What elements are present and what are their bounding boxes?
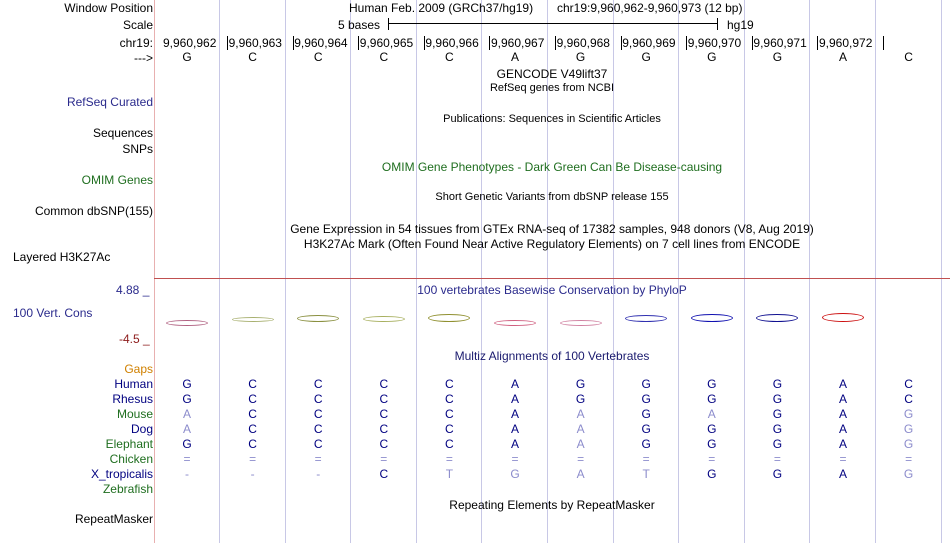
alignment-base: G <box>182 392 192 406</box>
alignment-base: C <box>379 377 389 391</box>
alignment-base: A <box>838 377 848 391</box>
alignment-base: G <box>707 392 717 406</box>
alignment-base: G <box>182 437 192 451</box>
alignment-base: A <box>510 392 520 406</box>
sequence-base: C <box>379 50 389 64</box>
species-label[interactable]: Elephant <box>105 437 153 451</box>
alignment-base: A <box>576 467 585 481</box>
phylop-bar <box>822 313 864 322</box>
alignment-base: C <box>248 407 257 421</box>
alignment-base: G <box>182 377 192 391</box>
alignment-base: G <box>772 467 783 481</box>
alignment-base: G <box>510 467 520 481</box>
sequence-base: C <box>313 50 323 64</box>
alignment-base: = <box>183 452 191 466</box>
species-label[interactable]: Chicken <box>109 452 153 466</box>
alignment-base: A <box>182 422 192 436</box>
alignment-base: C <box>313 377 323 391</box>
layered-h3k27ac-label[interactable]: Layered H3K27Ac <box>13 250 111 264</box>
ruler-coordinate: 9,960,966 <box>425 36 479 50</box>
base-gridline <box>875 0 876 543</box>
alignment-base: = <box>577 452 585 466</box>
scale-label: Scale <box>122 18 153 32</box>
base-gridline <box>809 0 810 543</box>
alignment-base: A <box>838 407 848 421</box>
alignment-base: C <box>313 392 323 406</box>
alignment-base: = <box>773 452 781 466</box>
refseq-track-title[interactable]: RefSeq genes from NCBI <box>489 82 615 94</box>
track-separator <box>154 278 950 279</box>
base-gridline <box>744 0 745 543</box>
omim-genes-label[interactable]: OMIM Genes <box>81 173 153 187</box>
alignment-base: G <box>641 407 651 421</box>
refseq-curated-label[interactable]: RefSeq Curated <box>66 95 153 109</box>
alignment-base: C <box>248 422 257 436</box>
position-text: chr19:9,960,962-9,960,973 (12 bp) <box>557 1 743 15</box>
alignment-base: = <box>839 452 847 466</box>
alignment-base: C <box>313 422 323 436</box>
ruler-coordinate: 9,960,965 <box>359 36 414 50</box>
alignment-base: G <box>772 392 783 406</box>
ruler-coordinate: 9,960,970 <box>687 36 742 50</box>
omim-track-title[interactable]: OMIM Gene Phenotypes - Dark Green Can Be Disease-causing <box>381 160 723 174</box>
repeatmasker-label[interactable]: RepeatMasker <box>74 512 153 526</box>
species-label[interactable]: X_tropicalis <box>90 467 153 481</box>
chrom-label: chr19: <box>119 36 153 50</box>
alignment-base: G <box>641 392 651 406</box>
alignment-base: G <box>903 407 914 421</box>
alignment-base: - <box>316 467 321 481</box>
phylop-bar <box>691 314 733 322</box>
alignment-base: A <box>576 407 585 421</box>
alignment-base: G <box>772 437 783 451</box>
alignment-base: G <box>772 377 783 391</box>
alignment-base: C <box>904 392 913 406</box>
alignment-base: A <box>576 437 585 451</box>
alignment-base: G <box>641 377 651 391</box>
alignment-base: G <box>575 377 586 391</box>
alignment-base: A <box>182 407 192 421</box>
alignment-base: A <box>838 392 848 406</box>
alignment-base: = <box>511 452 519 466</box>
sequence-base: A <box>838 50 848 64</box>
alignment-base: A <box>838 437 848 451</box>
alignment-base: T <box>445 467 454 481</box>
scale-bar <box>388 18 718 30</box>
alignment-base: G <box>641 437 651 451</box>
alignment-base: C <box>445 437 454 451</box>
phylop-bar <box>297 315 339 322</box>
alignment-base: C <box>445 392 454 406</box>
phylop-bar <box>232 317 274 322</box>
gtex-track-title[interactable]: Gene Expression in 54 tissues from GTEx RNA-seq of 17382 samples, 948 donors (V8, Aug 2019) <box>290 222 814 236</box>
alignment-base: C <box>445 407 454 421</box>
phylop-bar <box>625 315 667 322</box>
sequence-base: A <box>510 50 520 64</box>
alignment-base: A <box>707 407 716 421</box>
alignment-base: G <box>575 392 586 406</box>
ruler-coordinate: 9,960,969 <box>622 36 676 50</box>
sequence-base: G <box>182 50 192 64</box>
sequence-base: G <box>575 50 586 64</box>
alignment-base: = <box>380 452 388 466</box>
alignment-base: C <box>313 407 323 421</box>
ruler-coordinate: 9,960,963 <box>228 36 282 50</box>
alignment-base: G <box>707 467 717 481</box>
alignment-base: A <box>510 377 520 391</box>
alignment-base: = <box>642 452 650 466</box>
alignment-base: C <box>379 467 389 481</box>
alignment-base: = <box>249 452 257 466</box>
phylop-track-title[interactable]: 100 vertebrates Basewise Conservation by PhyloP <box>417 283 687 297</box>
alignment-base: C <box>445 377 454 391</box>
species-label[interactable]: Human <box>114 377 153 391</box>
phylop-bar <box>363 316 405 322</box>
sequence-base: C <box>248 50 257 64</box>
scale-text: 5 bases <box>338 18 381 32</box>
scale-db: hg19 <box>727 18 754 32</box>
phylop-bar <box>494 320 536 326</box>
base-gridline <box>416 0 417 543</box>
ruler-coordinate: 9,960,971 <box>753 36 807 50</box>
publications-track-title[interactable]: Publications: Sequences in Scientific Articles <box>443 113 661 125</box>
base-gridline <box>350 0 351 543</box>
alignment-base: C <box>379 392 389 406</box>
window-position-label: Window Position <box>64 1 153 15</box>
alignment-base: = <box>905 452 913 466</box>
species-label[interactable]: Mouse <box>116 407 153 421</box>
alignment-base: - <box>185 467 189 481</box>
alignment-base: A <box>510 437 520 451</box>
common-dbsnp-label[interactable]: Common dbSNP(155) <box>34 204 153 218</box>
phylop-bar <box>560 320 602 326</box>
track-area-left-border <box>154 0 155 543</box>
alignment-base: A <box>576 422 585 436</box>
alignment-base: C <box>379 407 389 421</box>
ruler-coordinate: 9,960,964 <box>294 36 348 50</box>
alignment-base: = <box>314 452 322 466</box>
alignment-base: G <box>772 407 783 421</box>
alignment-base: C <box>248 392 257 406</box>
alignment-base: G <box>707 437 717 451</box>
phylop-bar <box>428 314 470 322</box>
dbsnp-track-title[interactable]: Short Genetic Variants from dbSNP release 155 <box>435 191 669 203</box>
sequence-base: C <box>445 50 454 64</box>
alignment-base: A <box>510 422 520 436</box>
alignment-base: C <box>379 437 389 451</box>
h3k27ac-track-title[interactable]: H3K27Ac Mark (Often Found Near Active Regulatory Elements) on 7 cell lines from ENCODE <box>303 237 801 251</box>
alignment-base: C <box>313 437 323 451</box>
alignment-base: = <box>445 452 453 466</box>
strand-label[interactable]: ---> <box>134 51 153 65</box>
sequences-label[interactable]: Sequences <box>92 126 153 140</box>
sequence-base: G <box>707 50 717 64</box>
alignment-base: C <box>248 437 257 451</box>
alignment-base: C <box>445 422 454 436</box>
cons-min-label: -4.5 _ <box>119 332 150 346</box>
alignment-base: = <box>708 452 716 466</box>
base-gridline <box>285 0 286 543</box>
base-gridline <box>941 0 942 543</box>
alignment-base: G <box>772 422 783 436</box>
snps-label[interactable]: SNPs <box>122 142 153 156</box>
base-gridline <box>481 0 482 543</box>
species-label[interactable]: Rhesus <box>112 392 153 406</box>
repeatmasker-track-title[interactable]: Repeating Elements by RepeatMasker <box>449 498 655 512</box>
sequence-base: C <box>904 50 913 64</box>
alignment-base: T <box>642 467 650 481</box>
alignment-base: G <box>903 422 914 436</box>
sequence-base: G <box>641 50 651 64</box>
base-gridline <box>678 0 679 543</box>
alignment-base: G <box>903 437 914 451</box>
vert-cons-label[interactable]: 100 Vert. Cons <box>13 306 93 320</box>
gencode-track-title[interactable]: GENCODE V49lift37 <box>496 67 608 81</box>
alignment-base: - <box>250 467 255 481</box>
alignment-base: G <box>641 422 651 436</box>
alignment-base: A <box>838 467 848 481</box>
phylop-bar <box>166 320 208 326</box>
alignment-base: A <box>838 422 848 436</box>
phylop-bar <box>756 314 798 322</box>
alignment-base: G <box>707 377 717 391</box>
species-label[interactable]: Dog <box>130 422 153 436</box>
alignment-base: A <box>510 407 520 421</box>
base-gridline <box>219 0 220 543</box>
alignment-base: C <box>904 377 913 391</box>
multiz-track-title[interactable]: Multiz Alignments of 100 Vertebrates <box>454 349 650 363</box>
sequence-base: G <box>772 50 783 64</box>
ruler-coordinate: 9,960,968 <box>556 36 610 50</box>
ruler-coordinate: 9,960,972 <box>819 36 873 50</box>
gaps-label[interactable]: Gaps <box>124 362 153 376</box>
species-label[interactable]: Zebrafish <box>102 482 153 496</box>
ruler-coordinate: 9,960,967 <box>491 36 545 50</box>
ruler-tick <box>883 36 884 50</box>
assembly-text: Human Feb. 2009 (GRCh37/hg19) <box>349 1 534 15</box>
alignment-base: C <box>248 377 257 391</box>
cons-max-label: 4.88 _ <box>116 283 150 297</box>
alignment-base: C <box>379 422 389 436</box>
alignment-base: G <box>903 467 914 481</box>
alignment-base: G <box>707 422 717 436</box>
ruler-coordinate: 9,960,962 <box>163 36 217 50</box>
